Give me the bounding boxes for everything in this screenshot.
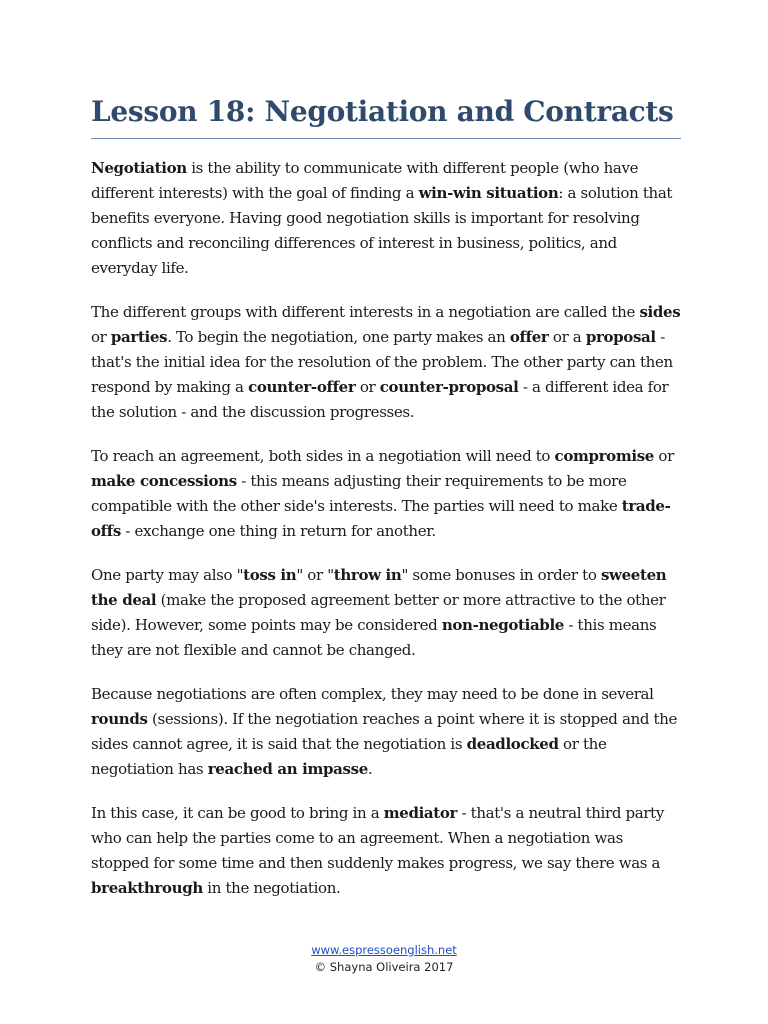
paragraph-text: or a xyxy=(548,328,586,346)
key-term: breakthrough xyxy=(91,879,203,897)
paragraph-text: - that's the initial idea for the resolution of the problem. The other party can then respond by making a xyxy=(91,328,673,396)
paragraph-text: To reach an agreement, both sides in a negotiation will need to xyxy=(91,447,555,465)
paragraph-text: " or " xyxy=(296,566,334,584)
key-term: trade-offs xyxy=(91,497,671,540)
key-term: offer xyxy=(509,328,549,346)
key-term: compromise xyxy=(554,447,654,465)
paragraph-text: - this means adjusting their requirements to be more compatible with the other side's interests. The parties will need to make xyxy=(91,472,627,515)
paragraph-text: or xyxy=(91,328,111,346)
paragraph-text: Because negotiations are often complex, they may need to be done in several xyxy=(91,685,654,703)
paragraph-text: or the negotiation has xyxy=(91,735,607,778)
title-divider xyxy=(91,138,681,139)
key-term: mediator xyxy=(383,804,458,822)
paragraph-negotiation-definition xyxy=(91,156,681,281)
paragraph-text: (sessions). If the negotiation reaches a point where it is stopped and the sides cannot agree, it is said that the negotiation is xyxy=(91,710,678,753)
paragraph-text: (make the proposed agreement better or more attractive to the other side). However, some points may be considered xyxy=(91,591,666,634)
website-link[interactable]: www.espressoenglish.net xyxy=(311,943,457,957)
key-term: deadlocked xyxy=(466,735,559,753)
paragraph-mediator xyxy=(91,801,681,901)
paragraph-compromise xyxy=(91,444,681,544)
paragraph-text: . xyxy=(367,760,373,778)
key-term: proposal xyxy=(585,328,656,346)
paragraph-text: The different groups with different interests in a negotiation are called the xyxy=(91,303,640,321)
key-term: counter-offer xyxy=(248,378,356,396)
paragraph-text: is the ability to communicate with different people (who have different interests) with the goal of finding a xyxy=(91,159,639,202)
key-term: reached an impasse xyxy=(207,760,368,778)
page-footer xyxy=(0,942,768,976)
lesson-body xyxy=(91,156,681,920)
paragraph-sweeten-the-deal xyxy=(91,563,681,663)
key-term: win-win situation xyxy=(418,184,559,202)
paragraph-text: : a solution that benefits everyone. Having good negotiation skills is important for resolving conflicts and reconciling differences of interest in business, politics, and everyday life. xyxy=(91,184,673,277)
key-term: make concessions xyxy=(91,472,237,490)
page-title: Lesson 18: Negotiation and Contracts xyxy=(91,95,674,128)
key-term: toss in xyxy=(243,566,297,584)
paragraph-text: or xyxy=(654,447,674,465)
paragraph-text: - this means they are not flexible and cannot be changed. xyxy=(91,616,657,659)
paragraph-text: in the negotiation. xyxy=(202,879,341,897)
paragraph-text: - a different idea for the solution - and the discussion progresses. xyxy=(91,378,669,421)
key-term: rounds xyxy=(91,710,148,728)
paragraph-text: - exchange one thing in return for another. xyxy=(120,522,436,540)
paragraph-deadlock xyxy=(91,682,681,782)
key-term: counter-proposal xyxy=(379,378,519,396)
key-term: sweeten the deal xyxy=(91,566,667,609)
key-term: sides xyxy=(639,303,681,321)
paragraph-text: In this case, it can be good to bring in a xyxy=(91,804,384,822)
key-term: non-negotiable xyxy=(441,616,564,634)
key-term: throw in xyxy=(333,566,402,584)
paragraph-text: " some bonuses in order to xyxy=(401,566,601,584)
paragraph-text: or xyxy=(355,378,380,396)
key-term: parties xyxy=(110,328,168,346)
paragraph-text: . To begin the negotiation, one party makes an xyxy=(167,328,510,346)
paragraph-text: - that's a neutral third party who can help the parties come to an agreement. When a negotiation was stopped for some time and then suddenly makes progress, we say there was a xyxy=(91,804,664,872)
paragraph-sides-and-offers xyxy=(91,300,681,425)
key-term: Negotiation xyxy=(91,159,187,177)
paragraph-text: One party may also " xyxy=(91,566,244,584)
copyright-notice: © Shayna Oliveira 2017 xyxy=(314,960,454,974)
